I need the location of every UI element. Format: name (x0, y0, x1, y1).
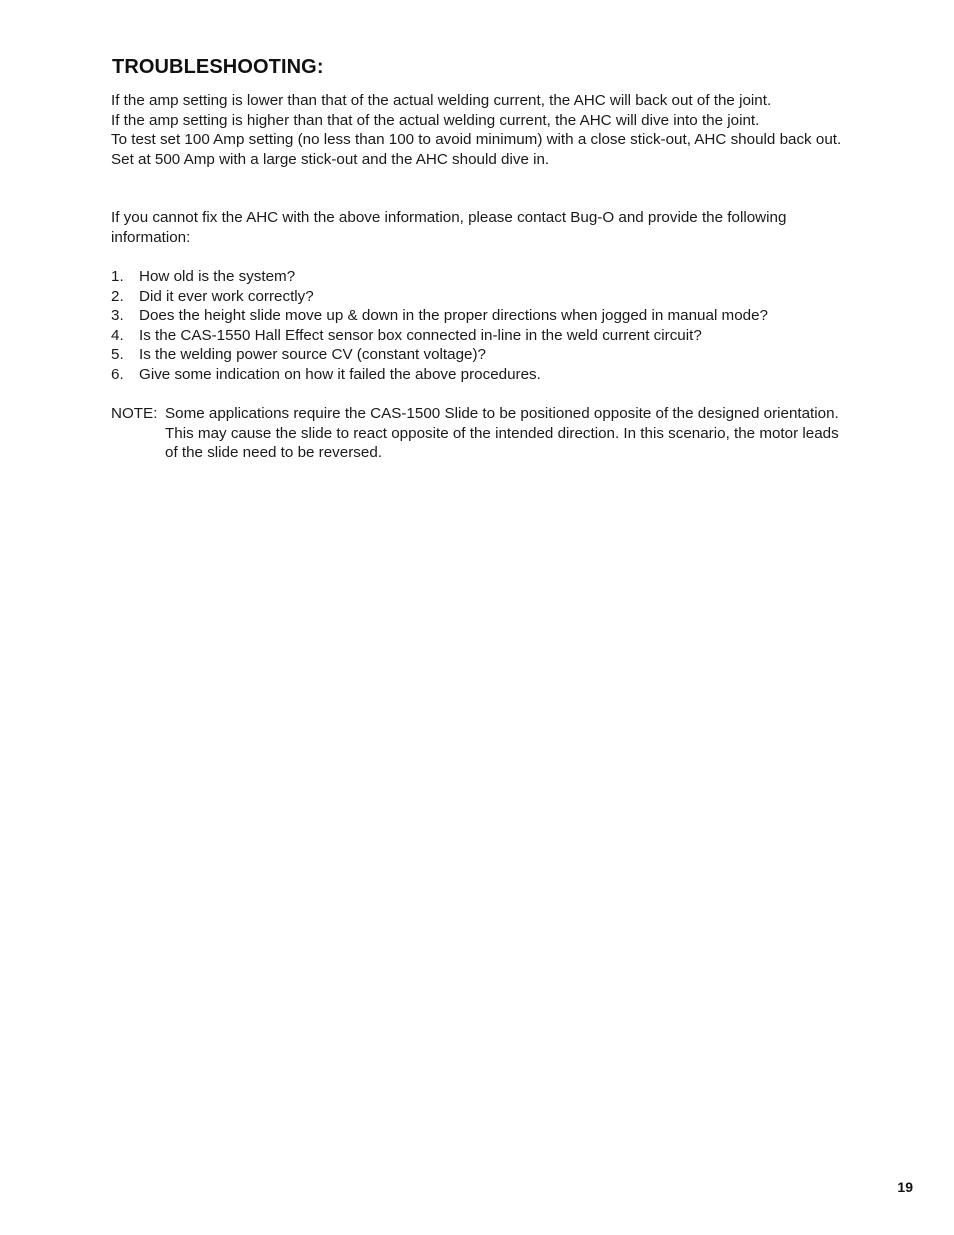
info-checklist (111, 267, 911, 385)
page-number: 19 (897, 1179, 913, 1195)
intro-line: Set at 500 Amp with a large stick-out and the AHC should dive in. (111, 150, 550, 168)
list-item (111, 267, 911, 287)
list-item-number: 6. (111, 365, 124, 383)
contact-line: information: (111, 228, 191, 246)
list-item-number: 1. (111, 268, 124, 285)
list-item-text: How old is the system? (139, 268, 296, 285)
note-line: This may cause the slide to react opposite of the intended direction. In this scenario, the motor leads (165, 424, 839, 442)
list-item (111, 345, 911, 365)
list-item-text: Did it ever work correctly? (139, 287, 314, 305)
list-item-text: Give some indication on how it failed the above procedures. (139, 365, 541, 383)
list-item-text: Is the welding power source CV (constant voltage)? (139, 346, 486, 364)
contact-paragraph (111, 208, 911, 247)
intro-line: If the amp setting is higher than that of the actual welding current, the AHC will dive into the joint. (111, 111, 760, 129)
intro-paragraph (111, 91, 911, 169)
list-item-number: 4. (111, 326, 124, 344)
list-item-text: Is the CAS-1550 Hall Effect sensor box connected in-line in the weld current circuit? (139, 326, 702, 344)
note-line: Some applications require the CAS-1500 Slide to be positioned opposite of the designed orientation. (165, 405, 839, 422)
list-item (111, 287, 911, 307)
list-item-number: 5. (111, 346, 124, 364)
list-item-number: 3. (111, 307, 124, 325)
note-block (111, 404, 911, 463)
page-heading: TROUBLESHOOTING: (112, 56, 324, 78)
contact-line: If you cannot fix the AHC with the above information, please contact Bug-O and provide the following (111, 209, 787, 226)
note-line: of the slide need to be reversed. (165, 444, 382, 462)
list-item (111, 365, 911, 385)
list-item (111, 306, 911, 326)
note-label: NOTE: (111, 405, 158, 422)
list-item-number: 2. (111, 287, 124, 305)
intro-line: To test set 100 Amp setting (no less than 100 to avoid minimum) with a close stick-out, AHC should back out. (111, 131, 842, 149)
list-item-text: Does the height slide move up & down in the proper directions when jogged in manual mode? (139, 307, 768, 325)
intro-line: If the amp setting is lower than that of the actual welding current, the AHC will back out of the joint. (111, 92, 772, 109)
note-body (165, 404, 839, 463)
list-item (111, 326, 911, 346)
